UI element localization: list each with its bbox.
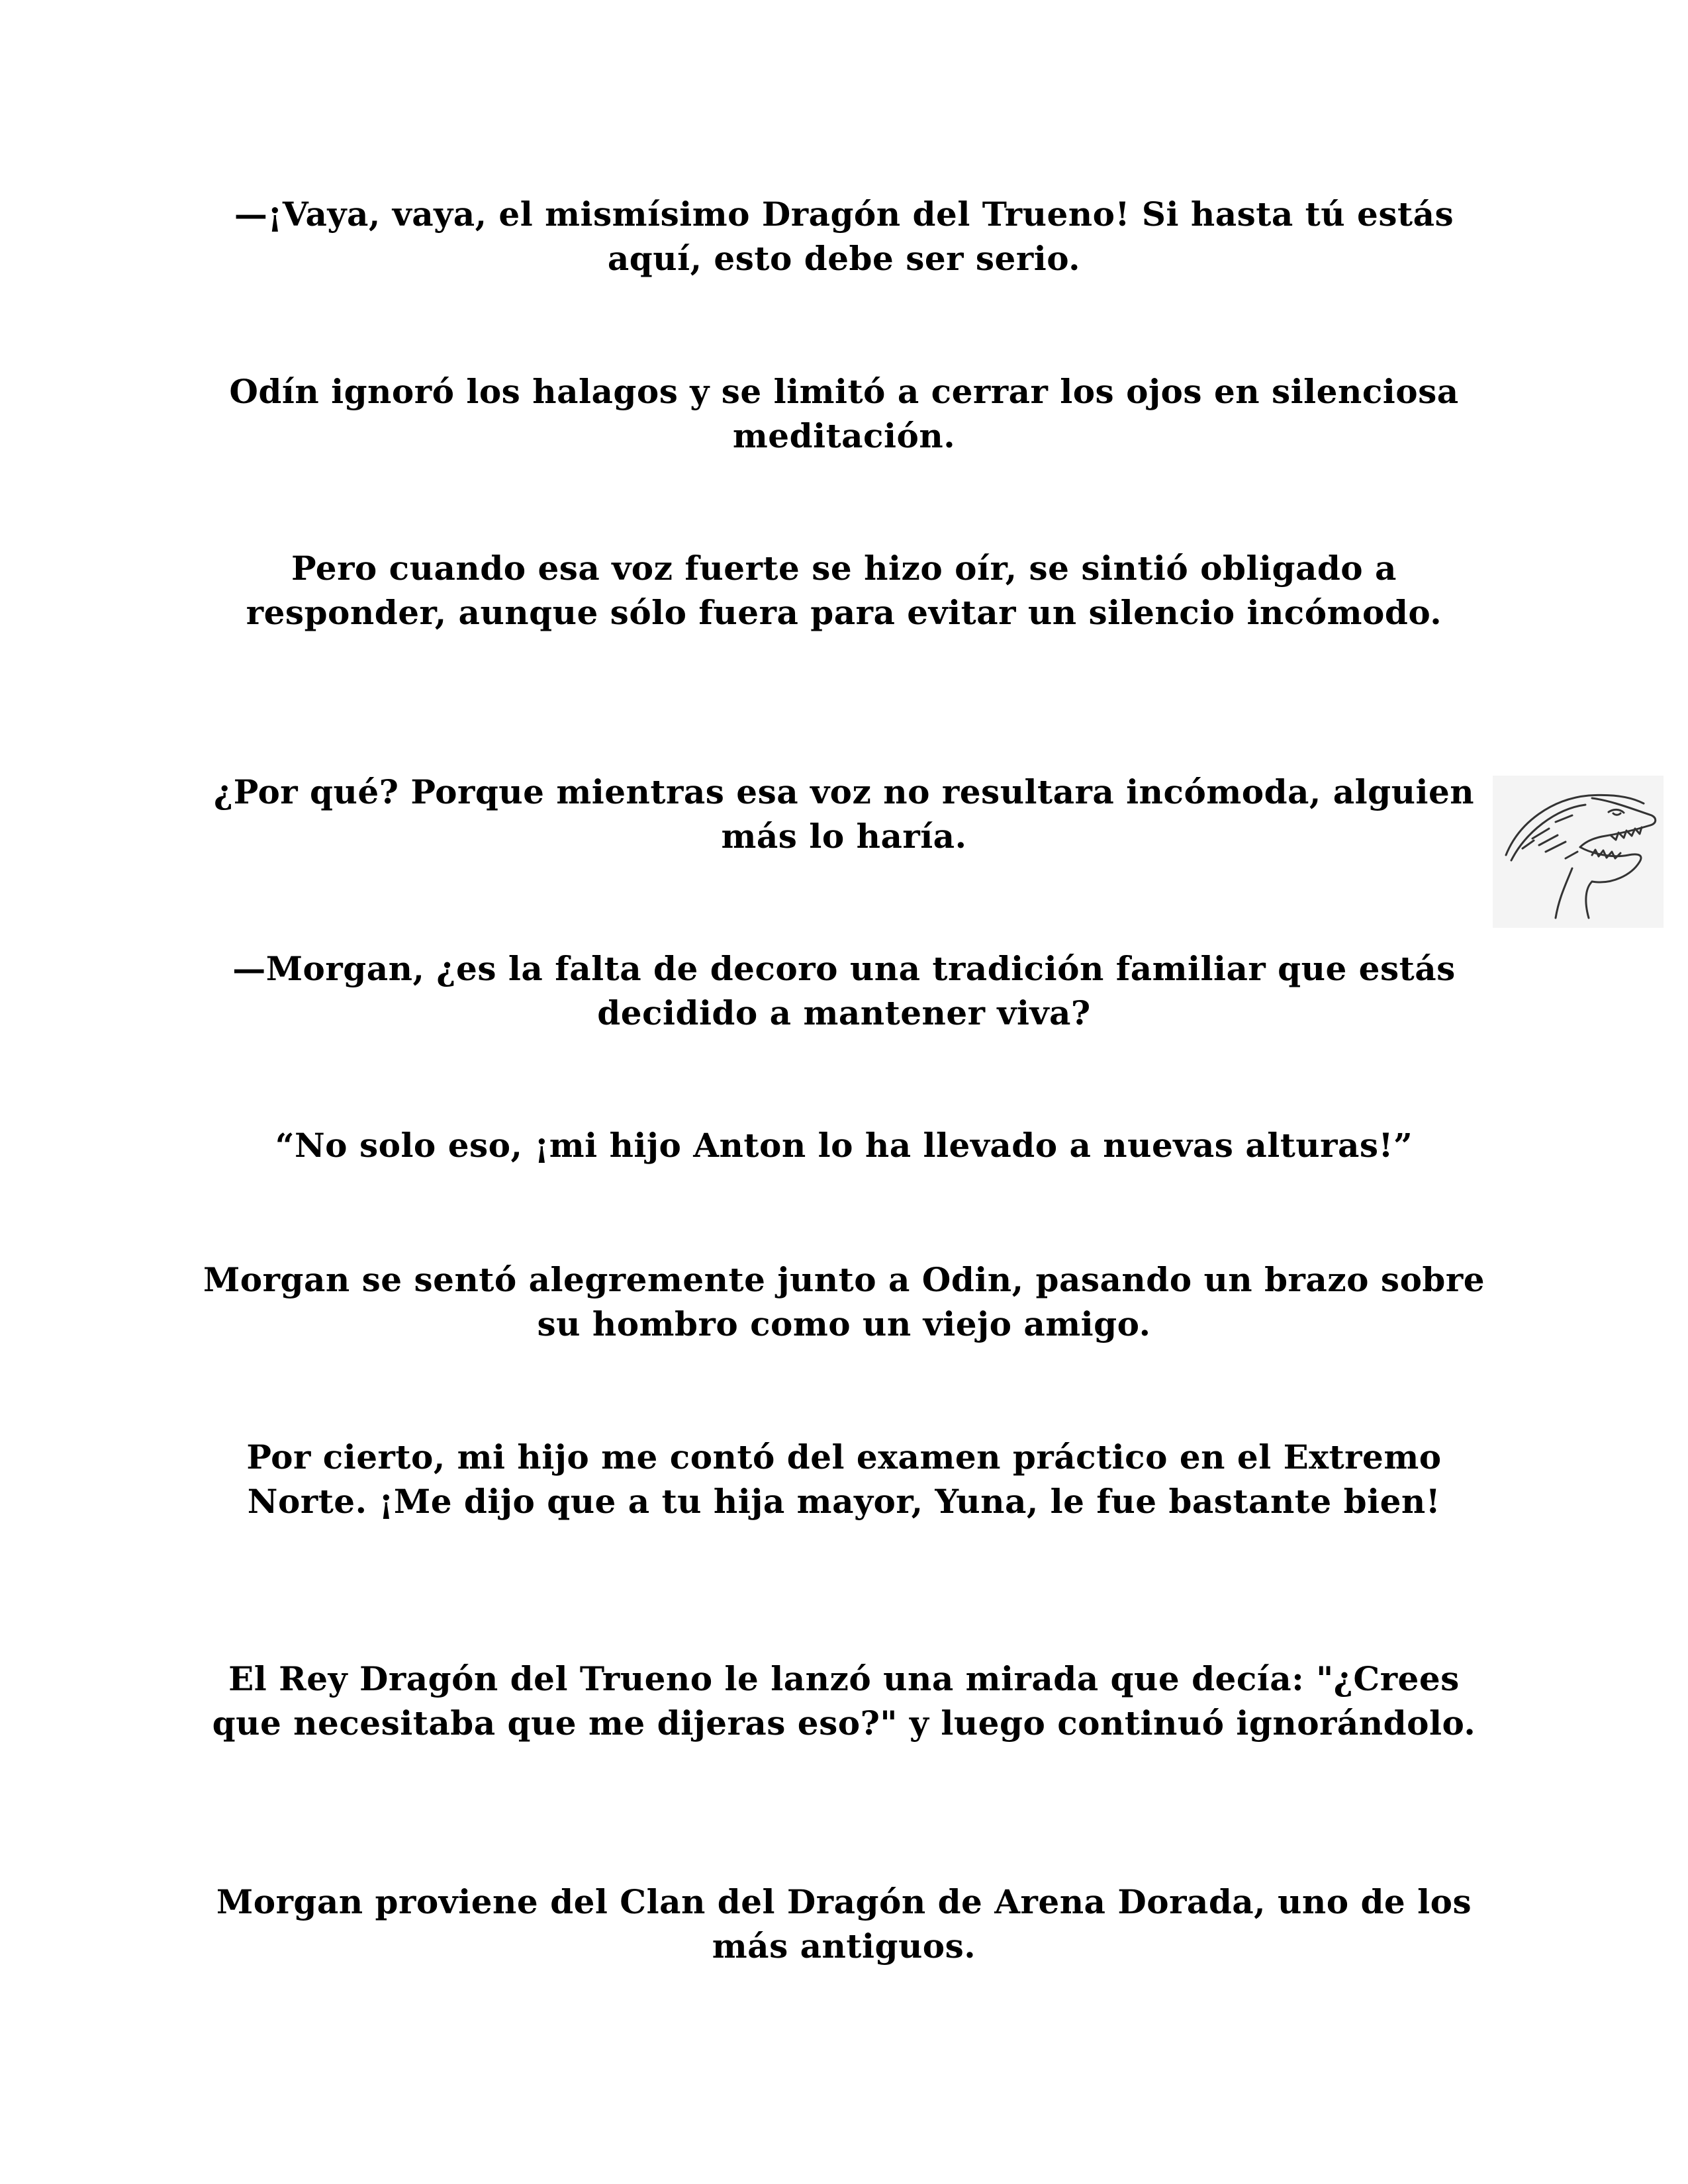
paragraph-9: El Rey Dragón del Trueno le lanzó una mirada que decía: "¿Crees que necesitaba que me dijeras eso?" y luego continuó ignorándolo. bbox=[212, 1659, 1476, 1743]
paragraph-6: “No solo eso, ¡mi hijo Anton lo ha llevado a nuevas alturas!” bbox=[275, 1126, 1413, 1165]
paragraph-7: Morgan se sentó alegremente junto a Odin, pasando un brazo sobre su hombro como un viejo amigo. bbox=[203, 1260, 1485, 1343]
paragraph-8: Por cierto, mi hijo me contó del examen práctico en el Extremo Norte. ¡Me dijo que a tu hija mayor, Yuna, le fue bastante bien! bbox=[246, 1437, 1442, 1521]
paragraph-2: Odín ignoró los halagos y se limitó a cerrar los ojos en silenciosa meditación. bbox=[229, 372, 1459, 455]
dinosaur-head-sketch-icon bbox=[1493, 776, 1664, 928]
paragraph-1: —¡Vaya, vaya, el mismísimo Dragón del Trueno! Si hasta tú estás aquí, esto debe ser serio. bbox=[234, 195, 1454, 278]
paragraph-4: ¿Por qué? Porque mientras esa voz no resultara incómoda, alguien más lo haría. bbox=[213, 772, 1475, 856]
paragraph-5: —Morgan, ¿es la falta de decoro una tradición familiar que estás decidido a mantener viva? bbox=[232, 949, 1456, 1032]
paragraph-10: Morgan proviene del Clan del Dragón de Arena Dorada, uno de los más antiguos. bbox=[216, 1882, 1472, 1966]
paragraph-3: Pero cuando esa voz fuerte se hizo oír, se sintió obligado a responder, aunque sólo fuera para evitar un silencio incómodo. bbox=[246, 549, 1442, 632]
